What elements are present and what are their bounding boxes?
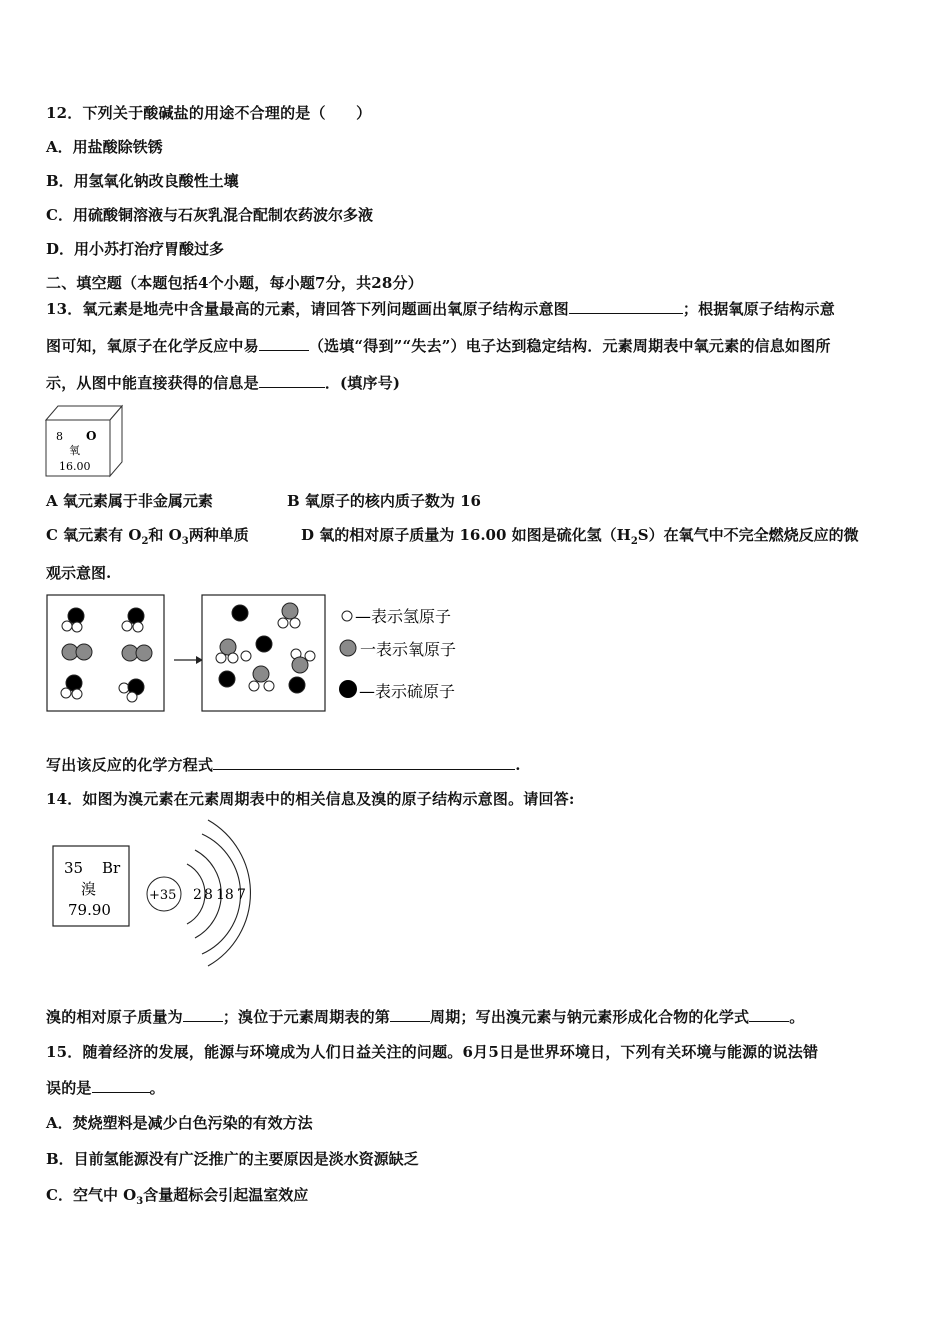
q13-option-c [46, 524, 249, 547]
answer-blank[interactable] [749, 1007, 789, 1022]
bromine-symbol: Br [102, 859, 121, 877]
q13-option-c-mid: 和 O [148, 526, 182, 544]
q15-option-b: B．目前氢能源没有广泛推广的主要原因是淡水资源缺乏 [46, 1150, 419, 1168]
answer-blank[interactable] [259, 336, 309, 351]
sulfur-atom-icon [339, 680, 357, 698]
legend [339, 607, 456, 701]
q15-stem-text: 误的是 [46, 1079, 92, 1097]
shell-1-electrons: 2 [193, 887, 202, 903]
q13-option-d-tail: S）在氧气中不完全燃烧反应的微 [637, 526, 859, 544]
equation-period: . [515, 756, 521, 774]
answer-blank[interactable] [569, 299, 683, 314]
q13-line1 [46, 298, 835, 319]
q13-option-d-text: D 氧的相对原子质量为 16.00 如图是硫化氢（H [301, 526, 631, 544]
equation-prompt-text: 写出该反应的化学方程式 [46, 756, 214, 774]
q13-option-b: B 氧原子的核内质子数为 16 [287, 492, 481, 510]
bromine-name: 溴 [81, 880, 97, 898]
q15-stem-end: 。 [149, 1079, 165, 1097]
nucleus-charge: +35 [149, 888, 177, 903]
subscript: 2 [630, 536, 638, 547]
answer-blank[interactable] [183, 1007, 223, 1022]
answer-blank[interactable] [390, 1007, 430, 1022]
q13-line2-tail: （选填“得到”“失去”）电子达到稳定结构．元素周期表中氧元素的信息如图所 [308, 337, 831, 355]
q15-option-a: A．焚烧塑料是减少白色污染的有效方法 [46, 1114, 313, 1132]
bromine-mass: 79.90 [68, 901, 111, 919]
q13-option-d-continued: 观示意图. [46, 564, 112, 582]
oxygen-number: 8 [56, 430, 63, 443]
subscript: 2 [141, 536, 149, 547]
q14-question-b: ；溴位于元素周期表的第 [222, 1008, 391, 1026]
legend-sulfur: —表示硫原子 [359, 682, 456, 701]
legend-oxygen: 一表示氧原子 [360, 640, 457, 659]
subscript: 3 [136, 1196, 144, 1207]
oxygen-symbol: O [86, 429, 97, 443]
oxygen-element-card [44, 404, 124, 478]
q15-stem-line2 [46, 1077, 165, 1098]
q13-option-d [301, 524, 859, 547]
q13-option-a: A 氧元素属于非金属元素 [46, 492, 213, 510]
answer-blank[interactable] [92, 1078, 150, 1093]
q13-line2 [46, 335, 831, 356]
q12-option-d: D．用小苏打治疗胃酸过多 [46, 240, 225, 258]
q14-question-a: 溴的相对原子质量为 [46, 1008, 183, 1026]
q13-option-c-tail: 两种单质 [188, 526, 249, 544]
answer-blank[interactable] [259, 373, 325, 388]
shell-4-electrons: 7 [237, 887, 246, 903]
q15-option-c [46, 1184, 308, 1207]
q14-question-c: 周期；写出溴元素与钠元素形成化合物的化学式 [430, 1008, 750, 1026]
q13-line3 [46, 372, 400, 393]
q12-option-b: B．用氢氧化钠改良酸性土壤 [46, 172, 239, 190]
oxygen-atom-icon [340, 640, 356, 656]
q12-option-a: A．用盐酸除铁锈 [46, 138, 163, 156]
shell-3-electrons: 18 [216, 887, 234, 903]
bromine-diagram [50, 818, 260, 968]
q12-stem: 12．下列关于酸碱盐的用途不合理的是（ ） [46, 104, 372, 122]
subscript: 3 [181, 536, 189, 547]
q13-line1-tail: ；根据氧原子结构示意 [682, 300, 835, 318]
equation-prompt [46, 754, 521, 775]
q15-stem-line1: 15．随着经济的发展，能源与环境成为人们日益关注的问题。6月5日是世界环境日，下列有关环境与能源的说法错 [46, 1043, 819, 1061]
oxygen-mass: 16.00 [59, 460, 91, 473]
q14-question-end: 。 [789, 1008, 805, 1026]
legend-hydrogen: —表示氢原子 [355, 607, 452, 626]
q13-line3-tail: ．(填序号) [324, 374, 401, 392]
bromine-number: 35 [64, 859, 84, 877]
q14-questions [46, 1006, 804, 1027]
q15-option-c-tail: 含量超标会引起温室效应 [143, 1186, 309, 1204]
q15-option-c-text: C．空气中 O [46, 1186, 137, 1204]
q13-line3-text: 示，从图中能直接获得的信息是 [46, 374, 259, 392]
hydrogen-atom-icon [342, 611, 352, 621]
section-heading: 二、填空题（本题包括4个小题，每小题7分，共28分） [46, 274, 423, 292]
q13-line2-text: 图可知，氧原子在化学反应中易 [46, 337, 259, 355]
equation-blank[interactable] [213, 755, 515, 770]
q14-stem: 14．如图为溴元素在元素周期表中的相关信息及溴的原子结构示意图。请回答: [46, 790, 575, 808]
q13-line1-text: 13．氧元素是地壳中含量最高的元素，请回答下列问题画出氧原子结构示意图 [46, 300, 569, 318]
q13-option-c-text: C 氧元素有 O [46, 526, 142, 544]
reaction-micro-diagram [46, 594, 486, 714]
q12-option-c: C．用硫酸铜溶液与石灰乳混合配制农药波尔多液 [46, 206, 373, 224]
shell-2-electrons: 8 [204, 887, 213, 903]
oxygen-name: 氧 [69, 444, 80, 457]
